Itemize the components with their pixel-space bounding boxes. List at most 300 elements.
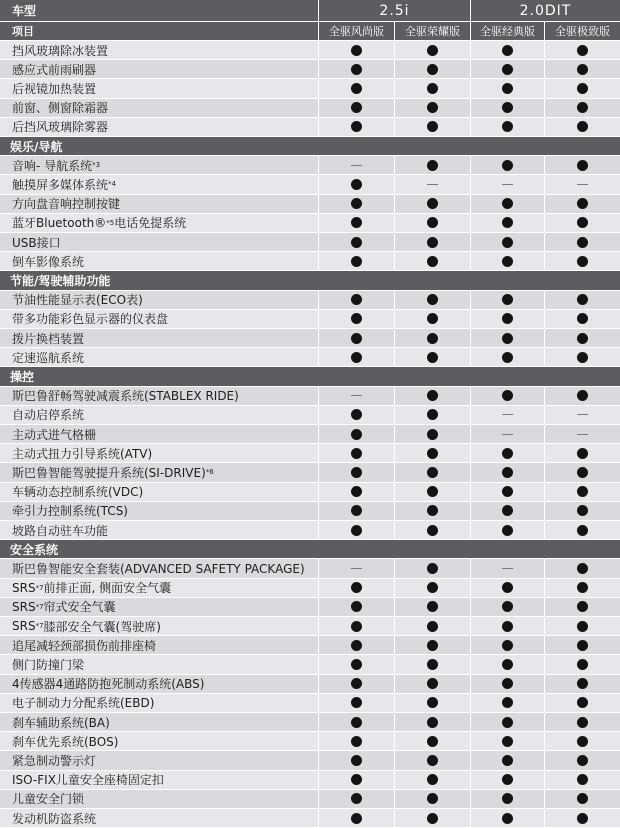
availability-cell	[544, 156, 620, 174]
standard-dot-icon	[502, 736, 513, 747]
standard-dot-icon	[351, 659, 362, 670]
availability-cell	[544, 233, 620, 251]
feature-label: 4传感器4通路防抱死制动系统(ABS)	[12, 677, 205, 692]
standard-dot-icon	[502, 678, 513, 689]
availability-cell	[544, 790, 620, 808]
standard-dot-icon	[427, 160, 438, 171]
feature-label: 蓝牙Bluetooth® *5 电话免提系统	[12, 216, 187, 231]
feature-label: 儿童安全门锁	[12, 792, 85, 807]
standard-dot-icon	[577, 64, 588, 75]
feature-label: 方向盘音响控制按键	[12, 197, 121, 212]
standard-dot-icon	[351, 813, 362, 824]
standard-dot-icon	[427, 333, 438, 344]
standard-dot-icon	[351, 64, 362, 75]
table-row	[0, 771, 620, 790]
availability-cell	[394, 617, 470, 635]
availability-cell	[394, 387, 470, 405]
standard-dot-icon	[502, 467, 513, 478]
availability-cell	[318, 156, 394, 174]
standard-dot-icon	[577, 813, 588, 824]
availability-cell	[394, 463, 470, 481]
standard-dot-icon	[577, 563, 588, 574]
standard-dot-icon	[502, 525, 513, 536]
standard-dot-icon	[577, 198, 588, 209]
standard-dot-icon	[502, 793, 513, 804]
standard-dot-icon	[351, 313, 362, 324]
feature-label: 拨片换档装置	[12, 331, 85, 346]
not-available-dash-icon	[351, 165, 362, 166]
availability-cell	[544, 99, 620, 117]
availability-cell	[318, 579, 394, 597]
standard-dot-icon	[427, 237, 438, 248]
availability-cell	[544, 732, 620, 750]
availability-cell	[470, 233, 544, 251]
standard-dot-icon	[427, 64, 438, 75]
availability-cell	[470, 463, 544, 481]
availability-cell	[470, 559, 544, 577]
table-row	[0, 214, 620, 233]
availability-cell	[318, 291, 394, 309]
standard-dot-icon	[427, 217, 438, 228]
feature-label: 自动启停系统	[12, 408, 85, 423]
standard-dot-icon	[502, 217, 513, 228]
standard-dot-icon	[502, 621, 513, 632]
availability-cell	[544, 483, 620, 501]
availability-cell	[318, 751, 394, 769]
standard-dot-icon	[351, 601, 362, 612]
availability-cell	[318, 559, 394, 577]
section-header	[0, 271, 620, 290]
standard-dot-icon	[502, 256, 513, 267]
header-trim-2: 全驱荣耀版	[394, 22, 470, 40]
standard-dot-icon	[502, 333, 513, 344]
standard-dot-icon	[351, 83, 362, 94]
standard-dot-icon	[351, 486, 362, 497]
table-row	[0, 790, 620, 809]
availability-cell	[318, 502, 394, 520]
standard-dot-icon	[502, 83, 513, 94]
standard-dot-icon	[502, 582, 513, 593]
standard-dot-icon	[351, 755, 362, 766]
standard-dot-icon	[351, 582, 362, 593]
availability-cell	[544, 329, 620, 347]
not-available-dash-icon	[502, 568, 513, 569]
standard-dot-icon	[577, 621, 588, 632]
feature-label: 带多功能彩色显示器的仪表盘	[12, 312, 169, 327]
not-available-dash-icon	[577, 414, 588, 415]
standard-dot-icon	[502, 198, 513, 209]
standard-dot-icon	[351, 793, 362, 804]
availability-cell	[544, 598, 620, 616]
standard-dot-icon	[502, 294, 513, 305]
table-row	[0, 655, 620, 674]
feature-label: 牵引力控制系统(TCS)	[12, 504, 128, 519]
table-row	[0, 751, 620, 770]
table-row	[0, 502, 620, 521]
standard-dot-icon	[502, 601, 513, 612]
standard-dot-icon	[577, 237, 588, 248]
availability-cell	[394, 694, 470, 712]
availability-cell	[318, 310, 394, 328]
availability-cell	[394, 348, 470, 366]
availability-cell	[470, 195, 544, 213]
table-row	[0, 521, 620, 540]
standard-dot-icon	[577, 217, 588, 228]
feature-label: 后挡风玻璃除雾器	[12, 120, 109, 135]
header-trim-3: 全驱经典版	[470, 22, 544, 40]
table-row	[0, 79, 620, 98]
section-header	[0, 367, 620, 386]
availability-cell	[470, 175, 544, 193]
feature-label: 主动式进气格栅	[12, 427, 97, 442]
table-row	[0, 233, 620, 252]
standard-dot-icon	[351, 333, 362, 344]
availability-cell	[318, 195, 394, 213]
availability-cell	[470, 118, 544, 136]
availability-cell	[318, 252, 394, 270]
feature-label: 刹车优先系统(BOS)	[12, 734, 119, 749]
standard-dot-icon	[427, 486, 438, 497]
standard-dot-icon	[502, 505, 513, 516]
availability-cell	[318, 425, 394, 443]
availability-cell	[544, 463, 620, 481]
feature-label: 刹车辅助系统(BA)	[12, 715, 110, 730]
header-row-model	[0, 0, 620, 22]
standard-dot-icon	[427, 294, 438, 305]
standard-dot-icon	[577, 601, 588, 612]
availability-cell	[544, 559, 620, 577]
not-available-dash-icon	[502, 414, 513, 415]
availability-cell	[470, 713, 544, 731]
standard-dot-icon	[351, 774, 362, 785]
standard-dot-icon	[577, 793, 588, 804]
section-title: 节能/驾驶辅助功能	[10, 273, 111, 288]
availability-cell	[544, 771, 620, 789]
availability-cell	[470, 694, 544, 712]
standard-dot-icon	[351, 294, 362, 305]
standard-dot-icon	[502, 390, 513, 401]
standard-dot-icon	[427, 601, 438, 612]
availability-cell	[470, 406, 544, 424]
standard-dot-icon	[351, 505, 362, 516]
availability-cell	[544, 502, 620, 520]
availability-cell	[318, 79, 394, 97]
availability-cell	[470, 732, 544, 750]
standard-dot-icon	[502, 352, 513, 363]
not-available-dash-icon	[502, 184, 513, 185]
standard-dot-icon	[577, 505, 588, 516]
availability-cell	[544, 175, 620, 193]
availability-cell	[318, 675, 394, 693]
standard-dot-icon	[427, 352, 438, 363]
standard-dot-icon	[502, 237, 513, 248]
availability-cell	[318, 387, 394, 405]
header-trim-1: 全驱风尚版	[318, 22, 394, 40]
standard-dot-icon	[502, 697, 513, 708]
section-title: 安全系统	[10, 542, 59, 557]
standard-dot-icon	[427, 659, 438, 670]
availability-cell	[544, 387, 620, 405]
availability-cell	[318, 463, 394, 481]
standard-dot-icon	[427, 390, 438, 401]
availability-cell	[394, 751, 470, 769]
standard-dot-icon	[502, 121, 513, 132]
table-row	[0, 175, 620, 194]
availability-cell	[470, 214, 544, 232]
table-row	[0, 444, 620, 463]
availability-cell	[394, 79, 470, 97]
availability-cell	[470, 60, 544, 78]
availability-cell	[394, 99, 470, 117]
availability-cell	[318, 118, 394, 136]
standard-dot-icon	[577, 294, 588, 305]
standard-dot-icon	[351, 467, 362, 478]
standard-dot-icon	[502, 755, 513, 766]
feature-label: 触摸屏多媒体系统 *4	[12, 177, 116, 192]
availability-cell	[470, 579, 544, 597]
standard-dot-icon	[577, 755, 588, 766]
table-row	[0, 713, 620, 732]
availability-cell	[318, 233, 394, 251]
header-group-2-0dit: 2.0DIT	[470, 0, 620, 21]
availability-cell	[470, 310, 544, 328]
standard-dot-icon	[577, 45, 588, 56]
availability-cell	[394, 790, 470, 808]
availability-cell	[470, 675, 544, 693]
availability-cell	[544, 291, 620, 309]
feature-label: 侧门防撞门梁	[12, 657, 85, 672]
feature-label: 感应式前雨刷器	[12, 62, 97, 77]
standard-dot-icon	[351, 717, 362, 728]
feature-label: 发动机防盗系统	[12, 811, 97, 826]
feature-label: 斯巴鲁智能安全套装(ADVANCED SAFETY PACKAGE)	[12, 561, 305, 576]
availability-cell	[470, 598, 544, 616]
availability-cell	[318, 694, 394, 712]
availability-cell	[394, 233, 470, 251]
not-available-dash-icon	[351, 395, 362, 396]
availability-cell	[318, 713, 394, 731]
standard-dot-icon	[427, 621, 438, 632]
availability-cell	[544, 579, 620, 597]
standard-dot-icon	[577, 448, 588, 459]
availability-cell	[470, 751, 544, 769]
availability-cell	[394, 655, 470, 673]
standard-dot-icon	[577, 333, 588, 344]
availability-cell	[394, 579, 470, 597]
table-row	[0, 387, 620, 406]
feature-label: 车辆动态控制系统(VDC)	[12, 485, 144, 500]
standard-dot-icon	[502, 813, 513, 824]
feature-label: 坡路自动驻车功能	[12, 523, 109, 538]
feature-label: 斯巴鲁智能驾驶提升系统(SI-DRIVE) *6	[12, 465, 214, 480]
standard-dot-icon	[427, 640, 438, 651]
standard-dot-icon	[577, 313, 588, 324]
availability-cell	[318, 598, 394, 616]
availability-cell	[470, 156, 544, 174]
availability-cell	[318, 790, 394, 808]
availability-cell	[544, 348, 620, 366]
availability-cell	[394, 809, 470, 827]
table-row	[0, 809, 620, 828]
feature-label: 定速巡航系统	[12, 350, 85, 365]
availability-cell	[318, 809, 394, 827]
standard-dot-icon	[577, 736, 588, 747]
availability-cell	[544, 60, 620, 78]
availability-cell	[544, 617, 620, 635]
standard-dot-icon	[351, 621, 362, 632]
standard-dot-icon	[577, 256, 588, 267]
header-row-item	[0, 22, 620, 41]
table-row	[0, 483, 620, 502]
feature-label: 后视镜加热装置	[12, 81, 97, 96]
standard-dot-icon	[351, 736, 362, 747]
availability-cell	[470, 329, 544, 347]
table-row	[0, 156, 620, 175]
standard-dot-icon	[351, 429, 362, 440]
standard-dot-icon	[577, 640, 588, 651]
standard-dot-icon	[577, 697, 588, 708]
standard-dot-icon	[351, 198, 362, 209]
standard-dot-icon	[351, 237, 362, 248]
availability-cell	[544, 713, 620, 731]
standard-dot-icon	[351, 256, 362, 267]
standard-dot-icon	[427, 717, 438, 728]
feature-label: 斯巴鲁舒畅驾驶减震系统(STABLEX RIDE)	[12, 389, 239, 404]
section-header	[0, 137, 620, 156]
availability-cell	[470, 502, 544, 520]
standard-dot-icon	[502, 659, 513, 670]
feature-label: USB接口	[12, 235, 61, 250]
section-title: 娱乐/导航	[10, 139, 63, 154]
availability-cell	[394, 771, 470, 789]
standard-dot-icon	[427, 678, 438, 689]
availability-cell	[394, 329, 470, 347]
availability-cell	[394, 675, 470, 693]
standard-dot-icon	[351, 409, 362, 420]
standard-dot-icon	[502, 486, 513, 497]
feature-label: 节油性能显示表(ECO表)	[12, 293, 143, 308]
feature-label: 追尾减轻颈部损伤前排座椅	[12, 638, 157, 653]
standard-dot-icon	[351, 179, 362, 190]
availability-cell	[470, 617, 544, 635]
availability-cell	[470, 521, 544, 539]
availability-cell	[394, 406, 470, 424]
not-available-dash-icon	[577, 184, 588, 185]
availability-cell	[544, 809, 620, 827]
availability-cell	[394, 444, 470, 462]
table-row	[0, 425, 620, 444]
availability-cell	[544, 252, 620, 270]
availability-cell	[470, 252, 544, 270]
feature-label: 电子制动力分配系统(EBD)	[12, 696, 155, 711]
availability-cell	[544, 214, 620, 232]
standard-dot-icon	[351, 121, 362, 132]
table-row	[0, 463, 620, 482]
table-row	[0, 617, 620, 636]
standard-dot-icon	[427, 256, 438, 267]
standard-dot-icon	[427, 45, 438, 56]
standard-dot-icon	[577, 486, 588, 497]
availability-cell	[544, 406, 620, 424]
standard-dot-icon	[351, 640, 362, 651]
standard-dot-icon	[427, 83, 438, 94]
availability-cell	[394, 636, 470, 654]
standard-dot-icon	[427, 813, 438, 824]
availability-cell	[470, 790, 544, 808]
standard-dot-icon	[502, 45, 513, 56]
feature-label: 前窗、侧窗除霜器	[12, 101, 109, 116]
standard-dot-icon	[502, 64, 513, 75]
standard-dot-icon	[577, 659, 588, 670]
availability-cell	[318, 175, 394, 193]
standard-dot-icon	[577, 774, 588, 785]
standard-dot-icon	[427, 755, 438, 766]
availability-cell	[544, 118, 620, 136]
standard-dot-icon	[577, 678, 588, 689]
standard-dot-icon	[577, 83, 588, 94]
availability-cell	[318, 60, 394, 78]
standard-dot-icon	[577, 467, 588, 478]
standard-dot-icon	[577, 582, 588, 593]
table-row	[0, 99, 620, 118]
standard-dot-icon	[351, 448, 362, 459]
availability-cell	[394, 598, 470, 616]
not-available-dash-icon	[502, 434, 513, 435]
standard-dot-icon	[427, 429, 438, 440]
not-available-dash-icon	[351, 568, 362, 569]
availability-cell	[470, 636, 544, 654]
feature-label: SRS *7 前排正面, 侧面安全气囊	[12, 580, 172, 596]
feature-label: 主动式扭力引导系统(ATV)	[12, 446, 153, 461]
table-row	[0, 694, 620, 713]
standard-dot-icon	[427, 448, 438, 459]
standard-dot-icon	[502, 717, 513, 728]
standard-dot-icon	[427, 563, 438, 574]
availability-cell	[318, 483, 394, 501]
availability-cell	[394, 559, 470, 577]
not-available-dash-icon	[577, 434, 588, 435]
standard-dot-icon	[351, 102, 362, 113]
standard-dot-icon	[427, 525, 438, 536]
standard-dot-icon	[427, 774, 438, 785]
availability-cell	[394, 156, 470, 174]
table-row	[0, 559, 620, 578]
table-row	[0, 348, 620, 367]
standard-dot-icon	[427, 505, 438, 516]
section-title: 操控	[10, 369, 35, 384]
availability-cell	[394, 521, 470, 539]
availability-cell	[544, 79, 620, 97]
header-group-2-5i: 2.5i	[318, 0, 470, 21]
availability-cell	[470, 655, 544, 673]
standard-dot-icon	[502, 313, 513, 324]
table-row	[0, 252, 620, 271]
standard-dot-icon	[577, 121, 588, 132]
availability-cell	[394, 175, 470, 193]
availability-cell	[470, 483, 544, 501]
standard-dot-icon	[577, 390, 588, 401]
availability-cell	[318, 444, 394, 462]
availability-cell	[544, 521, 620, 539]
standard-dot-icon	[427, 736, 438, 747]
feature-label: SRS *7 膝部安全气囊(驾驶席)	[12, 619, 161, 634]
standard-dot-icon	[502, 774, 513, 785]
feature-label: SRS *7 帘式安全气囊	[12, 599, 116, 615]
standard-dot-icon	[427, 102, 438, 113]
table-row	[0, 195, 620, 214]
availability-cell	[470, 41, 544, 59]
table-row	[0, 329, 620, 348]
